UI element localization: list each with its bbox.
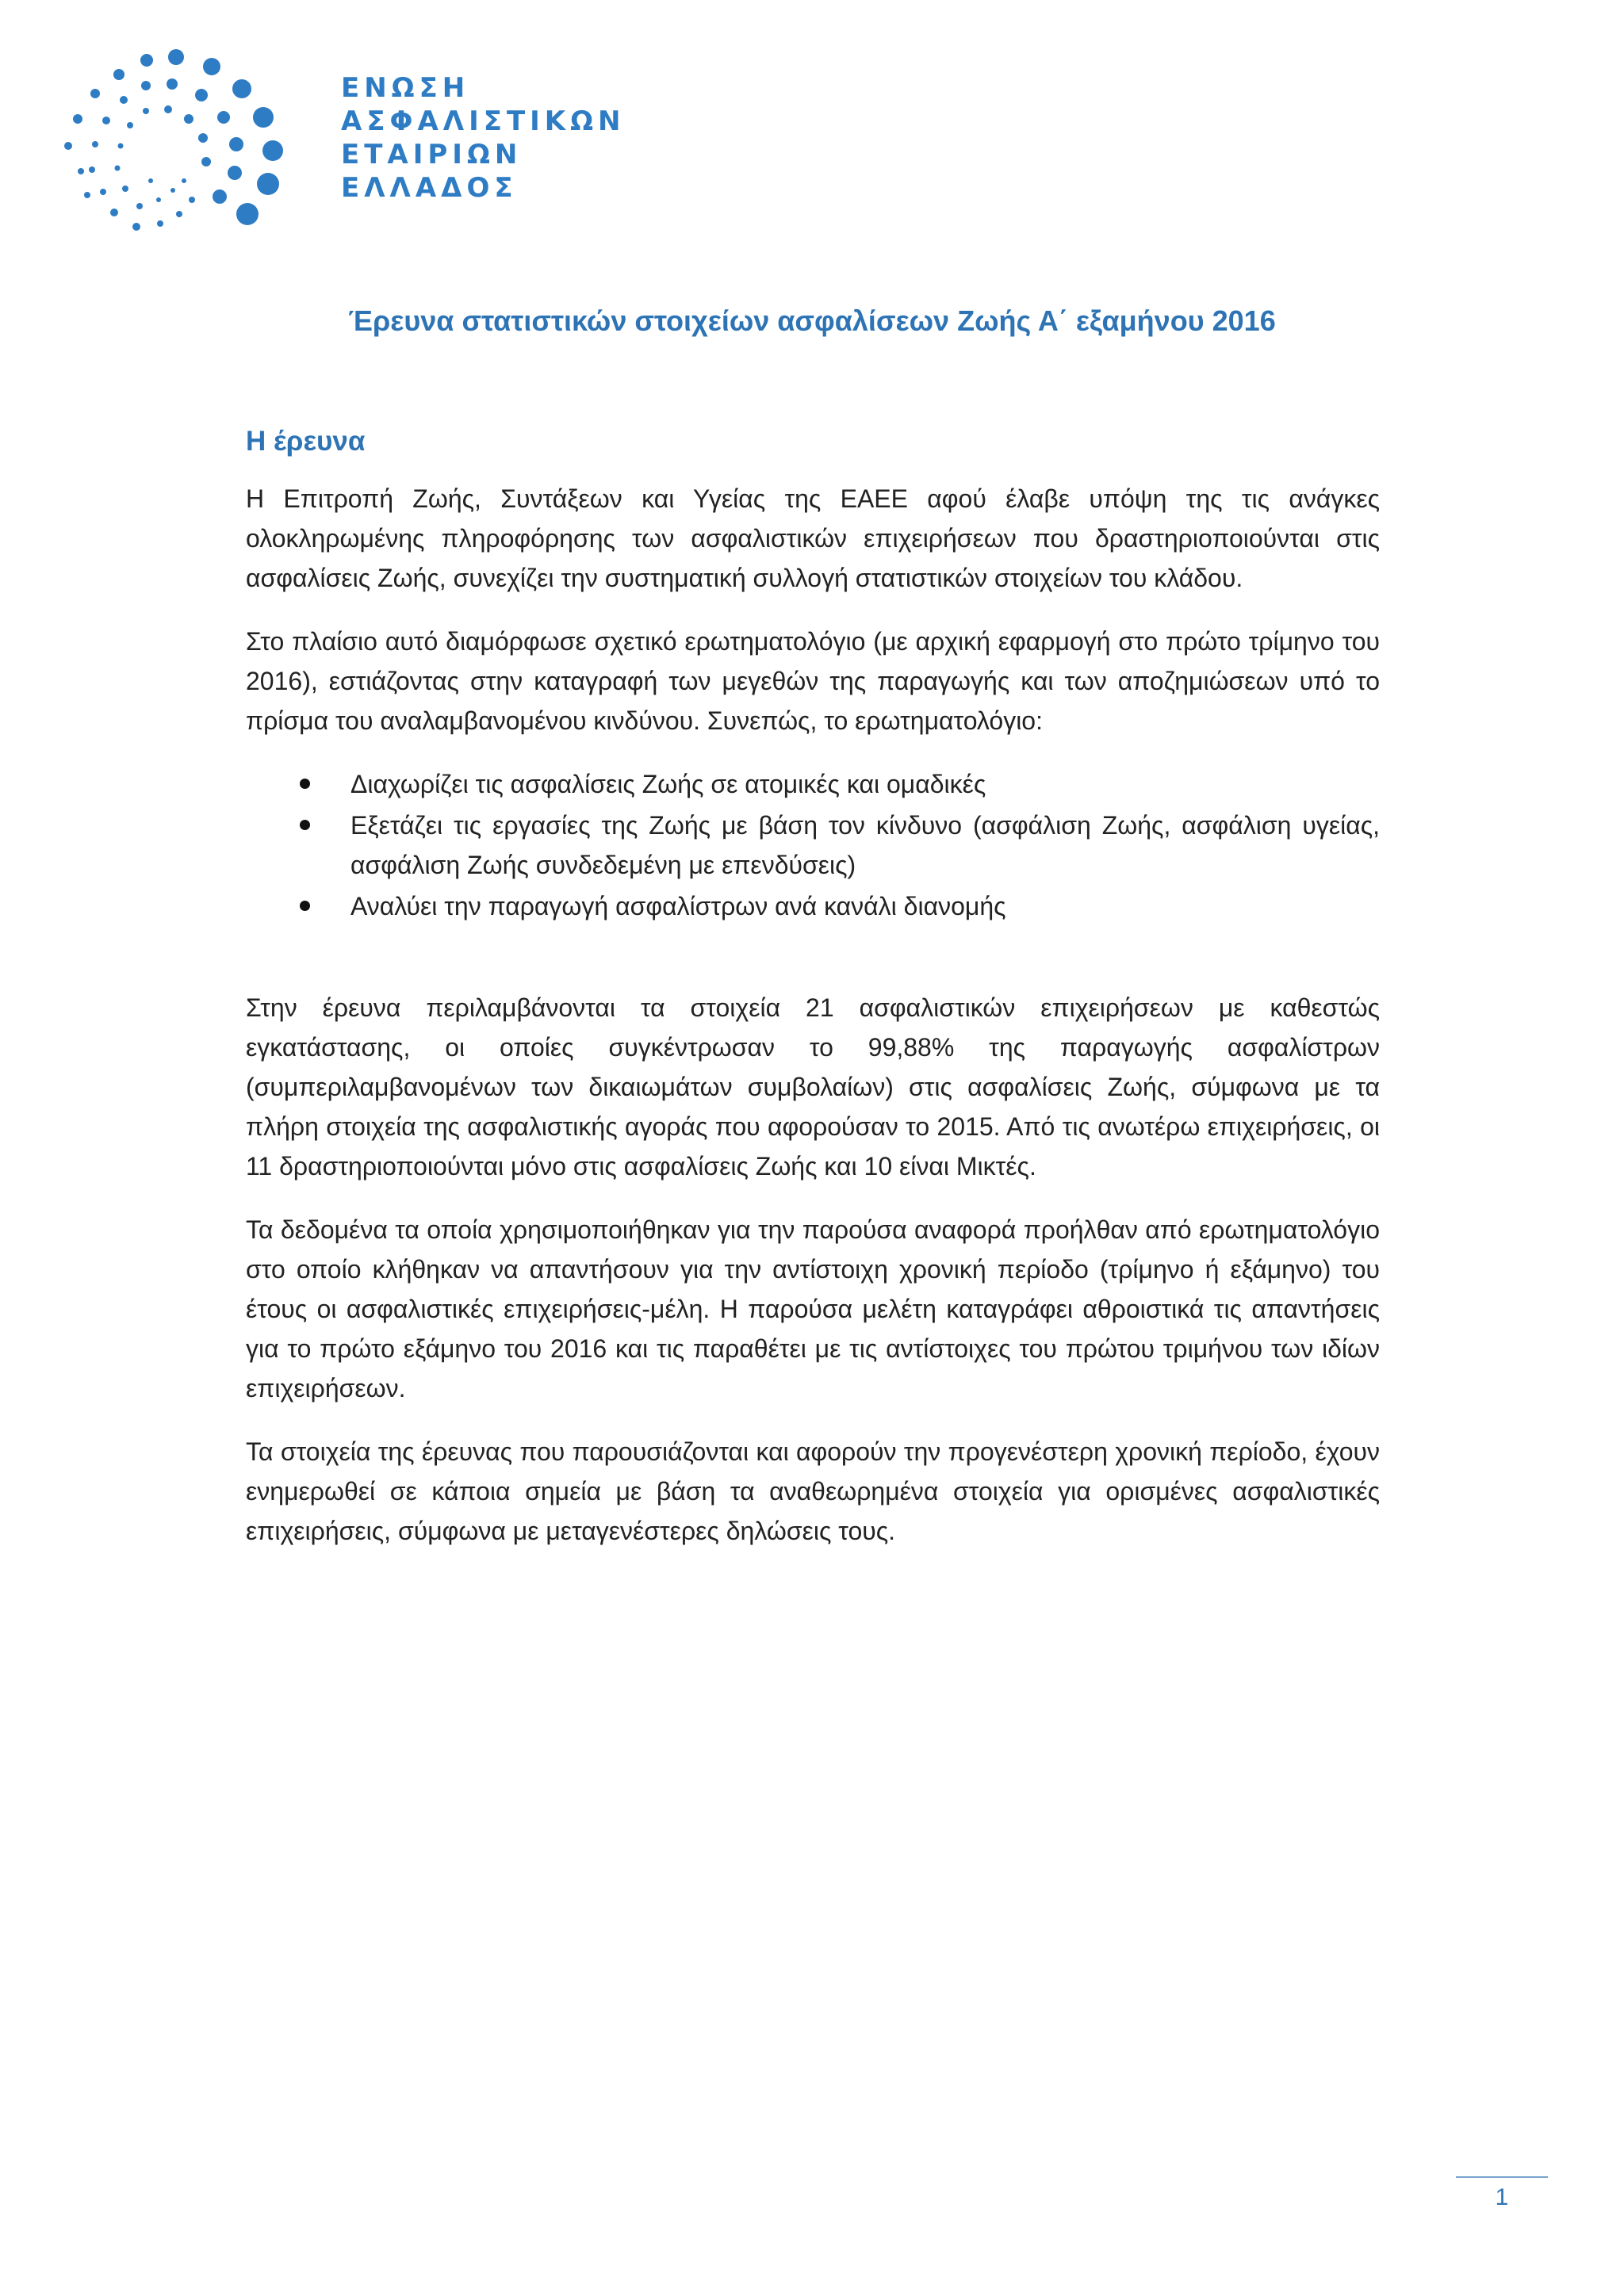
logo-line-4: ΕΛΛΑΔΟΣ xyxy=(341,172,518,204)
paragraph-5: Τα στοιχεία της έρευνας που παρουσιάζονται και αφορούν την προγενέστερη χρονική περίοδο, έχουν ενημερωθεί σε κάποια σημεία με βάση τα αναθεωρημένα στοιχεία για ορισμένες ασφαλιστικές επιχειρήσεις, σύμφωνα με μεταγενέστερες δηλώσεις τους. xyxy=(246,1437,1380,1545)
document-body xyxy=(246,422,1380,1575)
paragraph-3: Στην έρευνα περιλαμβάνονται τα στοιχεία 21 ασφαλιστικών επιχειρήσεων με καθεστώς εγκατάστασης, οι οποίες συγκέντρωσαν το 99,88% της παραγωγής ασφαλίστρων (συμπεριλαμβανομένων των δικαιωμάτων συμβολαίων) στις ασφαλίσεις Ζωής, σύμφωνα με τα πλήρη στοιχεία της ασφαλιστικής αγοράς που αφορούσαν το 2015. Από τις ανωτέρω επιχειρήσεις, οι 11 δραστηριοποιούνται μόνο στις ασφαλίσεις Ζωής και 10 είναι Μικτές. xyxy=(246,993,1380,1181)
list-item-text: Εξετάζει τις εργασίες της Ζωής με βάση τον κίνδυνο (ασφάλιση Ζωής, ασφάλιση υγείας, ασφάλιση Ζωής συνδεδεμένη με επενδύσεις) xyxy=(350,811,1380,879)
logo-line-2: ΑΣΦΑΛΙΣΤΙΚΩΝ xyxy=(341,105,626,137)
logo-line-1: ΕΝΩΣΗ xyxy=(341,72,470,104)
list-item xyxy=(350,806,1380,885)
page-number-rule xyxy=(1456,2176,1548,2178)
paragraph-4: Τα δεδομένα τα οποία χρησιμοποιήθηκαν για την παρούσα αναφορά προήλθαν από ερωτηματολόγιο στο οποίο κλήθηκαν να απαντήσουν για την αντίστοιχη χρονική περίοδο (τρίμηνο ή εξάμηνο) του έτους οι ασφαλιστικές επιχειρήσεις-μέλη. Η παρούσα μελέτη καταγράφει αθροιστικά τις απαντήσεις για το πρώτο εξάμηνο του 2016 και τις παραθέτει με τις αντίστοιχες του πρώτου τριμήνου των ιδίων επιχειρήσεων. xyxy=(246,1215,1380,1402)
section-heading: Η έρευνα xyxy=(246,426,366,457)
list-item xyxy=(350,886,1380,926)
paragraph-1: Η Επιτροπή Ζωής, Συντάξεων και Υγείας της ΕΑΕΕ αφού έλαβε υπόψη της τις ανάγκες ολοκληρωμένης πληροφόρησης των ασφαλιστικών επιχειρήσεων που δραστηριοποιούνται στις ασφαλίσεις Ζωής, συνεχίζει την συστηματική συλλογή στατιστικών στοιχείων του κλάδου. xyxy=(246,484,1380,592)
logo-wordmark xyxy=(341,71,626,205)
logo-line-3: ΕΤΑΙΡΙΩΝ xyxy=(341,139,523,170)
list-item-text: Αναλύει την παραγωγή ασφαλίστρων ανά κανάλι διανομής xyxy=(350,892,1006,920)
list-item-text: Διαχωρίζει τις ασφαλίσεις Ζωής σε ατομικές και ομαδικές xyxy=(350,770,986,798)
dot-circle-logo-icon xyxy=(57,44,311,243)
bullet-list xyxy=(246,764,1380,926)
association-logo xyxy=(57,44,626,243)
bullet-icon xyxy=(300,820,310,830)
page-number: 1 xyxy=(1495,2184,1509,2210)
paragraph-2: Στο πλαίσιο αυτό διαμόρφωσε σχετικό ερωτηματολόγιο (με αρχική εφαρμογή στο πρώτο τρίμηνο του 2016), εστιάζοντας στην καταγραφή των μεγεθών της παραγωγής και των αποζημιώσεων υπό το πρίσμα του αναλαμβανομένου κινδύνου. Συνεπώς, το ερωτηματολόγιο: xyxy=(246,627,1380,735)
bullet-icon xyxy=(300,901,310,911)
list-item xyxy=(350,764,1380,804)
document-title: Έρευνα στατιστικών στοιχείων ασφαλίσεων Ζωής Α΄ εξαμήνου 2016 xyxy=(348,304,1276,337)
bullet-icon xyxy=(300,779,310,789)
